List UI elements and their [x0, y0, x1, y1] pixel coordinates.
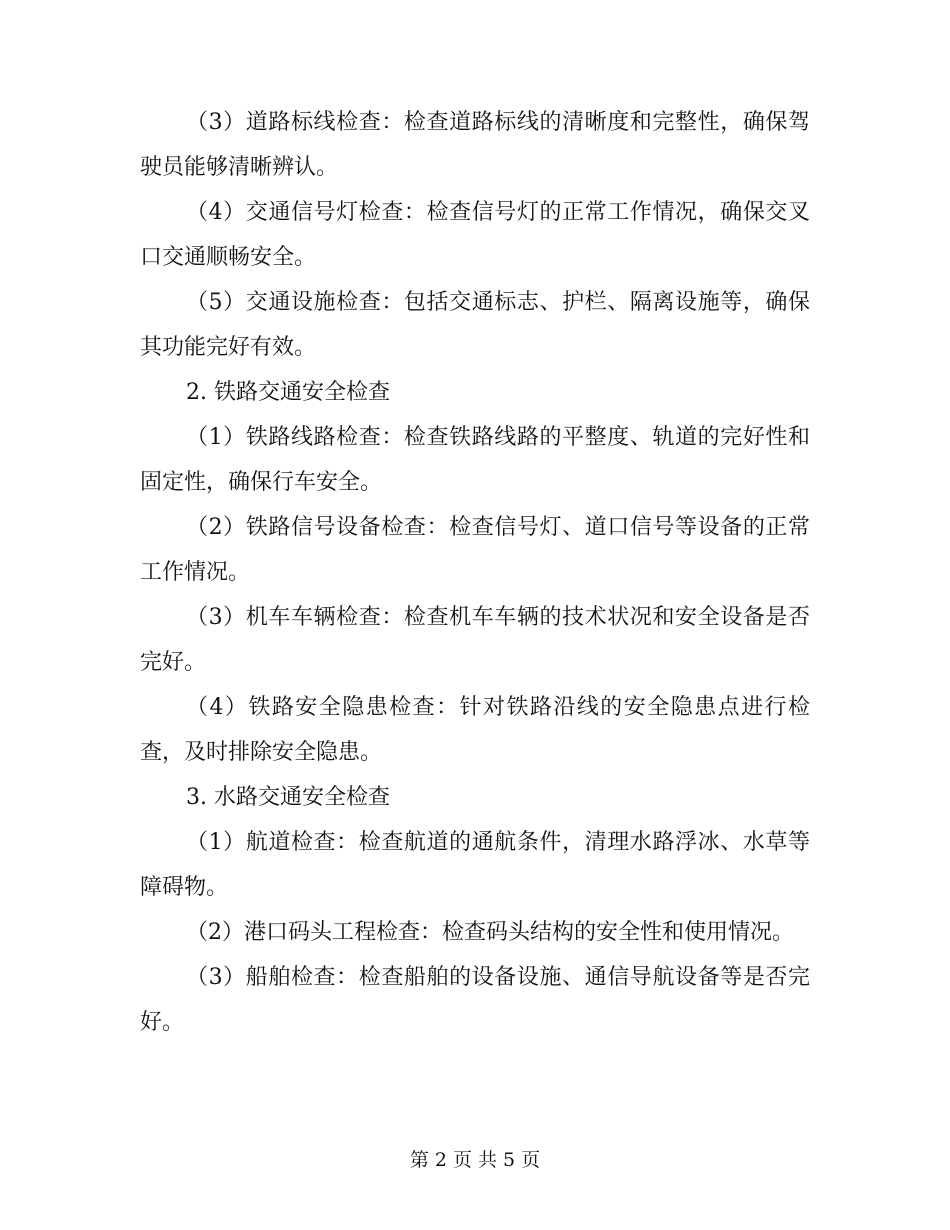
paragraph-traffic-facility-check: （5）交通设施检查：包括交通标志、护栏、隔离设施等，确保其功能完好有效。: [140, 290, 810, 360]
paragraph-port-wharf-check: （2）港口码头工程检查：检查码头结构的安全性和使用情况。: [186, 920, 794, 945]
paragraph-road-marking-check: （3）道路标线检查：检查道路标线的清晰度和完整性，确保驾驶员能够清晰辨认。: [140, 110, 810, 180]
document-body: [140, 100, 810, 1045]
section-heading-waterway: 3. 水路交通安全检查: [186, 785, 390, 810]
paragraph-railway-hazard-check: （4）铁路安全隐患检查：针对铁路沿线的安全隐患点进行检查，及时排除安全隐患。: [140, 695, 810, 765]
paragraph-channel-check: （1）航道检查：检查航道的通航条件，清理水路浮冰、水草等障碍物。: [140, 830, 810, 900]
paragraph-vessel-check: （3）船舶检查：检查船舶的设备设施、通信导航设备等是否完好。: [140, 965, 810, 1035]
section-heading-railway: 2. 铁路交通安全检查: [186, 380, 390, 405]
paragraph-locomotive-check: （3）机车车辆检查：检查机车车辆的技术状况和安全设备是否完好。: [140, 605, 810, 675]
page-number-footer: 第 2 页 共 5 页: [409, 1149, 541, 1171]
paragraph-railway-signal-check: （2）铁路信号设备检查：检查信号灯、道口信号等设备的正常工作情况。: [140, 515, 810, 585]
paragraph-railway-line-check: （1）铁路线路检查：检查铁路线路的平整度、轨道的完好性和固定性，确保行车安全。: [140, 425, 810, 495]
paragraph-traffic-light-check: （4）交通信号灯检查：检查信号灯的正常工作情况，确保交叉口交通顺畅安全。: [140, 200, 810, 270]
